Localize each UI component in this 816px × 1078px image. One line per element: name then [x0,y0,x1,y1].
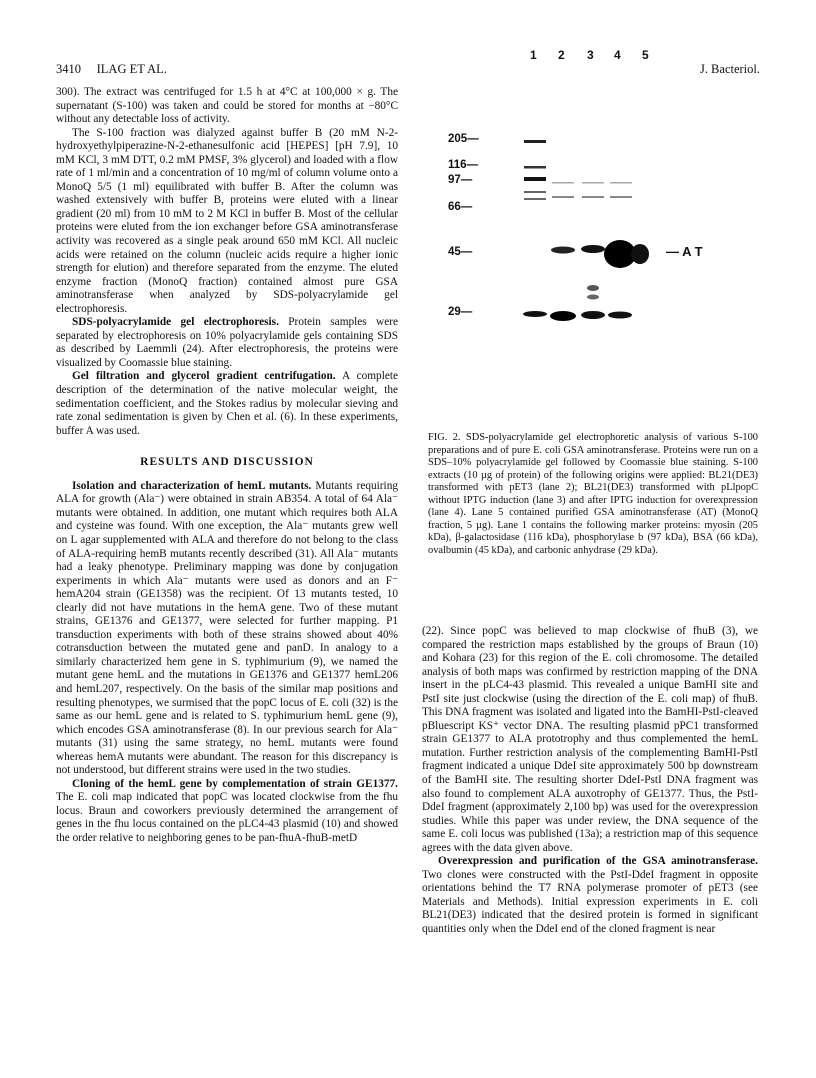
journal-name: J. Bacteriol. [699,62,760,76]
figure-caption [428,432,758,557]
paragraph: 300). The extract was centrifuged for 1.5 h at 4°C at 100,000 × g. The supernatant (S-100) was taken and could be stored for months at −80°C without any detectable loss of activity. [56,86,398,126]
gel-band [587,295,599,300]
gel-band [610,196,632,198]
paragraph [56,370,398,438]
run-in-heading: Cloning of the hemL gene by complementation of strain GE1377. [72,777,398,790]
gel-band [552,182,574,184]
lane-label: 3 [587,48,594,62]
paragraph: (22). Since popC was believed to map clockwise of fhuB (3), we compared the restriction maps established by the groups of Braun (10) and Kohara (23) for this region of the E. coli chromosome. The detailed analysis of both maps was confirmed by restriction mapping of the DNA insert in the pLC4-43 plasmid. This revealed a unique BamHI site and PstI site just clockwise (using the direction of the E. coli map) of fhuB. This DNA fragment was isolated and ligated into the BamHI-PstI-cleaved pBluescript KS⁺ vector DNA. The resulting plasmid pPC1 transformed strain GE1377 to ALA prototrophy and thus complemented the hemL mutation. Further restriction analysis of the complementing BamHI-PstI fragment indicated a unique DdeI site approximately 500 bp downstream of the BamHI site. The resulting shorter DdeI-PstI DNA fragment was also found to complement ALA auxotrophy of GE1377. Thus, the PstI-DdeI fragment (approximately 2,100 bp) was used for the overexpression studies. While this paper was under review, the DNA sequence of the same E. coli locus was published (13a); a restriction map of this sequence agrees with the data given above. [422,625,758,854]
paragraph [56,480,398,778]
run-in-heading: Gel filtration and glycerol gradient centrifugation. [72,370,336,383]
marker-label: 29— [448,306,473,318]
run-in-heading: Overexpression and purification of the GSA aminotransferase. [438,855,758,868]
caption-text: SDS-polyacrylamide gel electrophoretic analysis of various S-100 preparations and of pure E. coli GSA aminotransferase. Proteins were run on a SDS–10% polyacrylamide gel followed by Coomassie blue staining. S-100 extracts (10 µg of protein) of the following origins were applied: BL21(DE3) transformed with pET3 (lane 2); BL21(DE3) transformed with pLlpopC without IPTG induction (lane 3) and after IPTG induction for overexpression (lane 4). Lane 5 contained purified GSA aminotransferase (AT) (MonoQ fraction, 5 µg). Lane 1 contains the following marker proteins: myosin (205 kDa), β-galactosidase (116 kDa), phosphorylase b (97 kDa), BSA (66 kDa), ovalbumin (45 kDa), and carbonic anhydrase (29 kDa). [428,432,758,556]
marker-value: 97 [448,174,461,186]
paragraph: The S-100 fraction was dialyzed against buffer B (20 mM N-2-hydroxyethylpiperazine-N-2-ethanesulfonic acid [HEPES] [pH 7.9], 10 mM KCl, 3 mM DTT, 0.2 mM PMSF, 3% glycerol) and loaded with a flow rate of 1 ml/min and a concentration of 10 mg/ml of column volume onto a MonoQ 5/5 (1 ml) equilibrated with buffer B. After the column was washed extensively with buffer B, proteins were eluted with a linear gradient (20 ml) from 10 mM to 2 M KCl in buffer B. Most of the cellular proteins were eluted from the ion exchanger before GSA aminotransferase activity was recovered as a single peak around 650 mM KCl. All nucleic acids were retained on the column (nucleic acids require a higher ionic strength for elution) and therefore separated from the enzyme. The eluted enzyme fraction (MonoQ fraction) contained almost pure GSA aminotransferase when analyzed by SDS-polyacrylamide gel electrophoresis. [56,126,398,315]
marker-label: 45— [448,246,473,258]
at-band-label: — A T [666,244,703,259]
gel-band [581,311,605,319]
gel-band [550,311,576,321]
gel-band [523,311,547,317]
run-in-heading: Isolation and characterization of hemL mutants. [72,479,312,492]
paragraph [422,855,758,936]
authors: ILAG ET AL. [96,62,167,76]
paragraph-body: Two clones were constructed with the PstI-DdeI fragment in opposite orientations behind the T7 RNA polymerase promoter of pET3 (see Materials and Methods). Initial expression experiments in E. coli BL21(DE3) indicated that the desired protein is formed in significant quantities only when the DdeI end of the cloned fragment is near [422,868,758,936]
caption-label: FIG. 2. [428,432,461,443]
right-column [422,625,758,937]
lane-label: 4 [614,48,621,62]
gel-band [582,182,604,184]
page-number-and-authors [56,62,167,77]
gel-band [581,245,605,253]
marker-value: 66 [448,201,461,213]
section-heading: RESULTS AND DISCUSSION [140,456,314,469]
gel-band [524,140,546,143]
lane-label: 5 [642,48,649,62]
paragraph [56,778,398,846]
run-in-heading: SDS-polyacrylamide gel electrophoresis. [72,316,279,329]
gel-band [587,285,599,291]
gel-band [524,191,546,193]
paragraph [56,316,398,370]
marker-value: 29 [448,306,461,318]
marker-label: 205— [448,133,479,145]
page-number: 3410 [56,62,81,76]
left-column [56,86,398,846]
gel-band [608,312,632,319]
marker-value: 205 [448,133,468,145]
lane-label: 1 [530,48,537,62]
paragraph-body: The E. coli map indicated that popC was located clockwise from the fhu locus. Braun and coworkers previously determined the arrangement of genes in the fhu locus contained on the pLC4-43 plasmid (10) and showed the order relative to neighboring genes to be pan-fhuA-fhuB-metD [56,791,398,844]
gel-band [551,247,575,254]
gel-band [524,166,546,169]
gel-band [552,196,574,198]
paragraph-body: Mutants requiring ALA for growth (Ala⁻) were obtained in strain AB354. A total of 64 Ala⁻ mutants were obtained. In addition, one mutant which requires both ALA and cysteine was found. With one exception, the Ala⁻ mutants grew well on L agar supplemented with ALA and therefore do not belong to the class of ALA-requiring hemB mutants recently described (31). All Ala⁻ mutants had a leaky phenotype. Preliminary mapping was done by conjugation experiments in which Ala⁻ mutants were used as donors and an F⁻ hemA204 strain (GE1358) was the recipient. Of 13 mutants tested, 10 clearly did not have mutations in the hemA gene. Two of these mutant strains, GE1376 and GE1377, were selected for further mapping. P1 transduction experiments with both of these strains showed about 40% cotransduction between the mutated gene and panD. In analogy to a similarly characterized hem gene in S. typhimurium (9), we named the mutant gene hemL and the mutations in GE1376 and GE1377 hemL206 and hemL207, respectively. On the basis of the similar map positions and resulting phenotypes, we surmised that the popC locus of E. coli (32) is the same as our hemL gene and is related to S. typhimurium hemL gene (9), which encodes GSA aminotransferase (8). In our previous search for Ala⁻ mutants (31) using the same strategy, no hemL mutants were found whereas hemA mutants were abundant. The reason for this discrepancy is not understood, but different strains were used in the two studies. [56,479,398,777]
lane-label: 2 [558,48,565,62]
gel-band [631,244,649,264]
gel-band [610,182,632,184]
marker-value: 45 [448,246,461,258]
gel-band [582,196,604,198]
marker-label: 97— [448,174,473,186]
gel-band [524,177,546,181]
gel-band [524,198,546,200]
marker-label: 116— [448,159,479,171]
marker-label: 66— [448,201,473,213]
marker-value: 116 [448,159,467,171]
paragraph-body: A complete description of the determination of the native molecular weight, the sedimentation coefficient, and the Stokes radius by molecular sieving and rate zonal sedimentation is given by Chen et al. (6). In these experiments, buffer A was used. [56,370,398,437]
paragraph-body: Protein samples were separated by electrophoresis on 10% polyacrylamide gels containing SDS as described by Laemmli (24). After electrophoresis, the proteins were visualized by Coomassie blue staining. [56,316,398,369]
